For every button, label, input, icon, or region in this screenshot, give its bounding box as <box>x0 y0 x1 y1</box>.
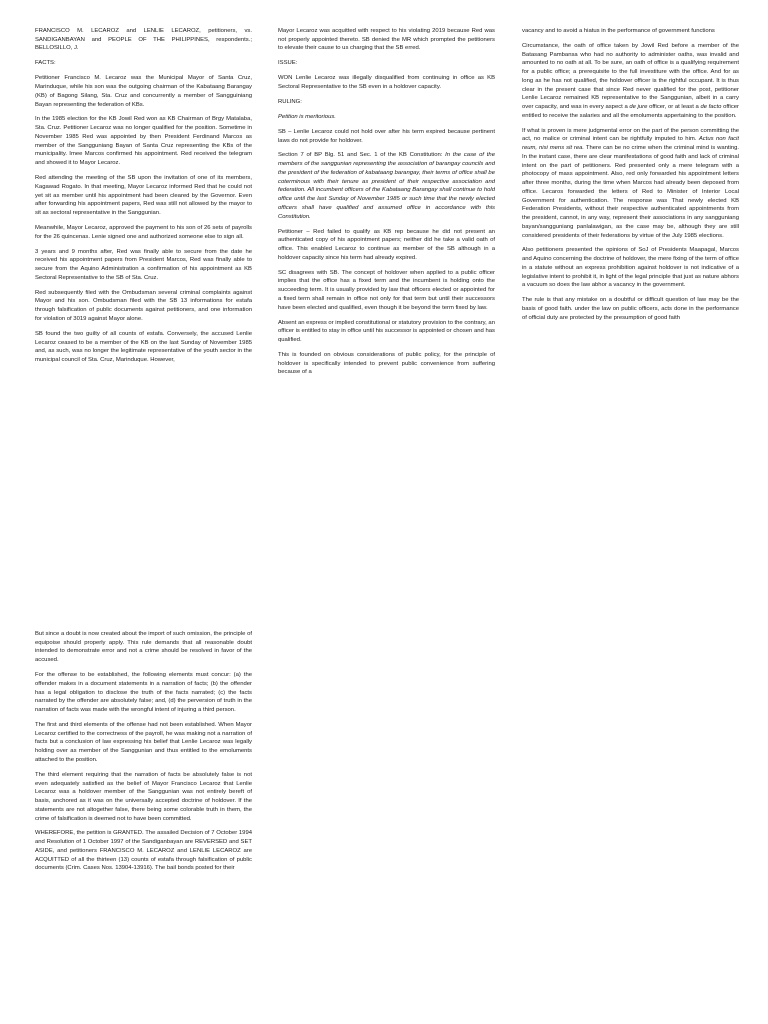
paragraph: The rule is that any mistake on a doubtful or difficult question of law may be the basis of good faith. under the law on public officers, acts done in the performance of official duty are protected by the presumption of good faith <box>522 297 739 321</box>
column-2 <box>278 27 495 555</box>
text-run: officer entitled to receive the salaries and all the emoluments appertaining to the position. <box>522 104 739 119</box>
paragraph: Red attending the meeting of the SB upon the invitation of one of its members, Kagawad Rogato. In that meeting, Mayor Lecaroz informed Red that he could not yet sit as member until his appointment had been cleared by the Governor. Even after forwarding his appointment papers, Red was still not allowed by the mayor to sit as sectoral representative in the Sanggunian. <box>35 175 252 216</box>
circumstance-paragraph <box>522 42 739 121</box>
column-3 <box>522 27 739 555</box>
paragraph: The third element requiring that the narration of facts be absolutely false is not even adequately satisfied as the belief of Mayor Francisco Lecaroz that Lenlie Lecaroz was a holdover member of the Sanggunian was not entirely bereft of basis, anchored as it was on the universally accepted doctrine of holdover. If the statements are not altogether false, there being some colorable truth in them, the crime of falsification is deemed not to have been committed. <box>35 771 252 822</box>
issue-text: WON Lenlie Lecaroz was illegally disqualified from continuing in office as KB Sectoral Representative to the SB even in a holdover capacity. <box>278 75 495 91</box>
paragraph: For the offense to be established, the following elements must concur: (a) the offender makes in a document statements in a narration of facts; (b) the offender has a legal obligation to disclose the truth of the facts narrated; (c) the facts narrated by the offender are absolutely false; and, (d) the perversion of truth in the narration of facts was made with the wrongful intent of injuring a third person. <box>35 672 252 714</box>
text-run: officer, or at least a <box>647 104 701 111</box>
paragraph: SC disagrees with SB. The concept of holdover when applied to a public officer implies that the office has a fixed term and the incumbent is holding onto the succeeding term. It is usually provided by law that officers elected or appointed for a fixed term shall remain in office not only for that term but until their successors have been elected and qualified, even though it be beyond the term fixed by law. <box>278 269 495 311</box>
paragraph: Red subsequently filed with the Ombudsman several criminal complaints against Mayor and his son. Ombudsman filed with the SB 13 informations for estafa through falsification of public documents against petitioners, and one information for violation of 3019 against Mayor alone. <box>35 289 252 322</box>
paragraph: Absent an express or implied constitutional or statutory provision to the contrary, an officer is entitled to stay in office until his successor is appointed or chosen and has qualified. <box>278 319 495 343</box>
paragraph: Also petitioners presented the opinions of SoJ of Presidents Maapagal, Marcos and Aquino concerning the doctrine of holdover, the mere fixing of the term of office in a statute without an express prohibition against holdover is not indicative of a legislative intent to prohibit it, in light of the legal principle that just as nature abhors a vacuum so does the law abhor a vacancy in the government. <box>522 247 739 289</box>
paragraph: This is founded on obvious considerations of public policy, for the principle of holdover is specifically intended to prevent public convenience from suffering because of a <box>278 351 495 376</box>
paragraph: But since a doubt is now created about the import of such omission, the principle of equipoise should properly apply. This rule demands that all reasonable doubt intended to demonstrate error and not a crime should be resolved in favor of the accused. <box>35 631 252 664</box>
column-1 <box>35 27 252 580</box>
paragraph: Meanwhile, Mayor Lecaroz, approved the payment to his son of 26 sets of payrolls for the 26 quincenas. Lenie signed one and authorized someone else to sign all. <box>35 224 252 240</box>
paragraph: 3 years and 9 months after, Red was finally able to secure from the date he received his appointment papers from President Marcos, Red was finally able to secure from the Aquino Administration a confirmation of his appointment as KB Sectoral Representative to the SB of Sta. Cruz. <box>35 248 252 281</box>
ruling-heading: RULING: <box>278 98 302 105</box>
section7-paragraph <box>278 151 495 221</box>
issue-heading: ISSUE: <box>278 60 298 67</box>
column-4 <box>35 630 252 1024</box>
section7-quote: In the case of the members of the sanggunian representing the association of barangay councils and the president of the federation of kabataang barangay, their terms of office shall be coterminous with their tenure as president of their respective association and federation. All incumbent officers of the Kabataang Barangay shall continue to hold office until the last Sunday of November 1985 or such time that the newly elected officers shall have qualified and assumed office in accordance with this Constitution. <box>278 152 495 220</box>
paragraph: The first and third elements of the offense had not been established. When Mayor Lecaroz certified to the correctness of the payroll, he was making not a narration of facts but a conclusion of law expressing his belief that Lenlie Lecaroz was legally holding over as member of the Sanggunian and thus entitled to the emoluments attached to the position. <box>35 721 252 763</box>
facts-heading: FACTS: <box>35 60 56 67</box>
paragraph: vacancy and to avoid a hiatus in the performance of government functions <box>522 28 715 34</box>
paragraph: WHEREFORE, the petition is GRANTED. The assailed Decision of 7 October 1994 and Resolution of 1 October 1997 of the Sandiganbayan are REVERSED and SET ASIDE, and petitioners FRANCISCO M. LECAROZ and LENLIE LECAROZ are ACQUITTED of all the thirteen (13) counts of estafa through falsification of public documents (Crim. Cases Nos. 13904-13916). The bail bonds posted for their <box>35 830 252 872</box>
paragraph: SB – Lenlie Lecaroz could not hold over after his term expired because pertinent laws do not provide for holdover. <box>278 128 495 144</box>
text-run: Circumstance, the oath of office taken by Jowil Red before a member of the Batasang Pambansa who had no authority to administer oaths, was invalid and amounted to no oath at all. To be sure, an oath of office is a qualifying requirement for a public office; a prerequisite to the full investiture with the office. And for as long as he has not qualified, the holdover officer is the rightful occupant. It is thus clear in the present case that since Red never qualified for the post, petitioner Lenlie Lecaroz remained KB representative to the Sanggunian, albeit in a carry over capacity, and was in every aspect a <box>522 42 739 111</box>
case-caption: FRANCISCO M. LECAROZ and LENLIE LECAROZ, petitioners, vs. SANDIGANBAYAN and PEOPLE OF THE PHILIPPINES, respondents.; BELLOSILLO, J. <box>35 28 252 52</box>
text-run-italic: de jure <box>629 104 648 111</box>
text-run-italic: de facto <box>700 104 722 111</box>
paragraph: In the 1985 election for the KB Jowil Red won as KB Chairman of Brgy Matalaba, Sta. Cruz. Petitioner Lecaroz was no longer qualified for the position. Sometime in November 1985 Red was appointed by then President Ferdinand Marcos as member of the Sangguniang Bayan of Santa Cruz representing the KBs of the municipality. Imee Marcos confirmed his appointment. Red received the telegram and showed it to Mayor Lecaroz. <box>35 116 252 167</box>
paragraph: Petitioner Francisco M. Lecaroz was the Municipal Mayor of Santa Cruz, Marinduque, while his son was the outgoing chairman of the Kabataang Barangay (KB) of Bagong Silang, Sta. Cruz and concurrently a member of Sangguiniang Bayan representing the federation of KBs. <box>35 75 252 108</box>
paragraph: Mayor Lecaroz was acquitted with respect to his violating 2019 because Red was not properly appointed thereto. SB denied the MR which prompted the petitioners to elevate their cause to us charging that the SB erred. <box>278 28 495 52</box>
text-run-italic: Actus non facit reum, nisi mens sit rea. <box>522 136 739 152</box>
paragraph: SB found the two guilty of all counts of estafa. Conversely, the accused Lenlie Lecaroz ceased to be a member of the KB on the last Sunday of November 1985 and, as such, was no longer the legitimate representative of the youth sector in the municipal council of Sta. Cruz, Marinduque. However, <box>35 330 252 363</box>
paragraph: Petitioner – Red failed to qualify as KB rep because he did not present an authenticated copy of his appointment papers; neither did he take a valid oath of office. This enabled Lecaroz to continue as member of the SB although in a holdover capacity since his term had already expired. <box>278 228 495 261</box>
text-run: There can be no crime when the criminal mind is wanting. In the instant case, there are clear manifestations of good faith and lack of criminal intent on the part of petitioners. Red presented only a mere telegram with a photocopy of mass appointment. Also, red only forwarded his appointment letters after three months, during the time when Marcos had already been deposed from office. Lecaros forwarded the letters of Red to Minister of Interior Local Government for authentication. The response was That newly elected KB Federation Presidents, without their respective authenticated appointments from the president, cannot, in any way, represent their associations in any sangguniang bayan/sangguniang panlalawigan, as the case may be, although they are still considered presidents of their federations by virtue of the July 1985 elections. <box>522 145 739 239</box>
text-run: If what is proven is mere judgmental error on the part of the person committing the act, no malice or criminal intent can be rightfully imputed to him. <box>522 127 739 143</box>
error-paragraph <box>522 127 739 241</box>
section7-lead: Section 7 of BP Blg. 51 and Sec. 1 of the KB Constitution: <box>278 152 446 159</box>
ruling-summary: Petition is meritorious. <box>278 113 336 120</box>
